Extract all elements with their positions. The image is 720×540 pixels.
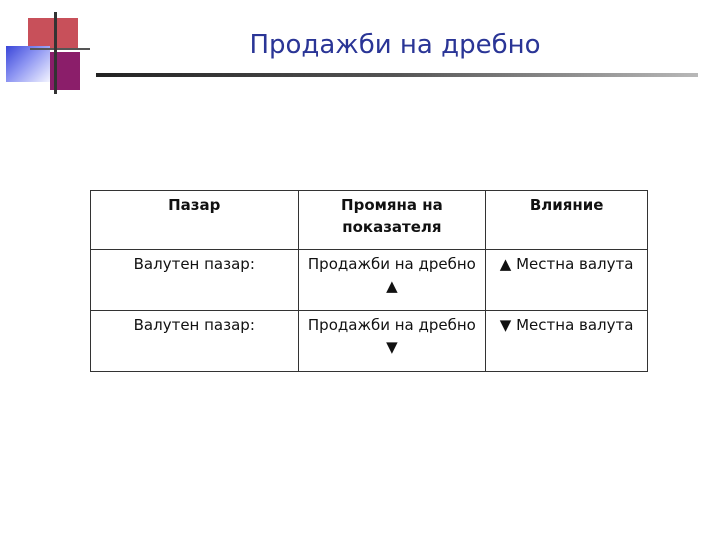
table-row — [91, 311, 648, 372]
cell-indicator-change: Продажби на дребно ▼ — [298, 311, 486, 372]
cell-market: Валутен пазар: — [91, 311, 299, 372]
cell-indicator-change: Продажби на дребно ▲ — [298, 250, 486, 311]
decorative-vertical-line — [54, 12, 57, 94]
table-header-row — [91, 191, 648, 250]
cell-impact: ▼ Местна валута — [486, 311, 648, 372]
header-indicator-change: Промяна на показателя — [298, 191, 486, 250]
table-row — [91, 250, 648, 311]
cell-impact: ▲ Местна валута — [486, 250, 648, 311]
header-impact: Влияние — [486, 191, 648, 250]
slide-title: Продажби на дребно — [249, 30, 541, 60]
header-market: Пазар — [91, 191, 299, 250]
decorative-blue-block — [6, 46, 50, 82]
decorative-horizontal-line — [30, 48, 90, 50]
retail-sales-table — [90, 190, 648, 372]
cell-market: Валутен пазар: — [91, 250, 299, 311]
title-underline — [96, 73, 698, 77]
